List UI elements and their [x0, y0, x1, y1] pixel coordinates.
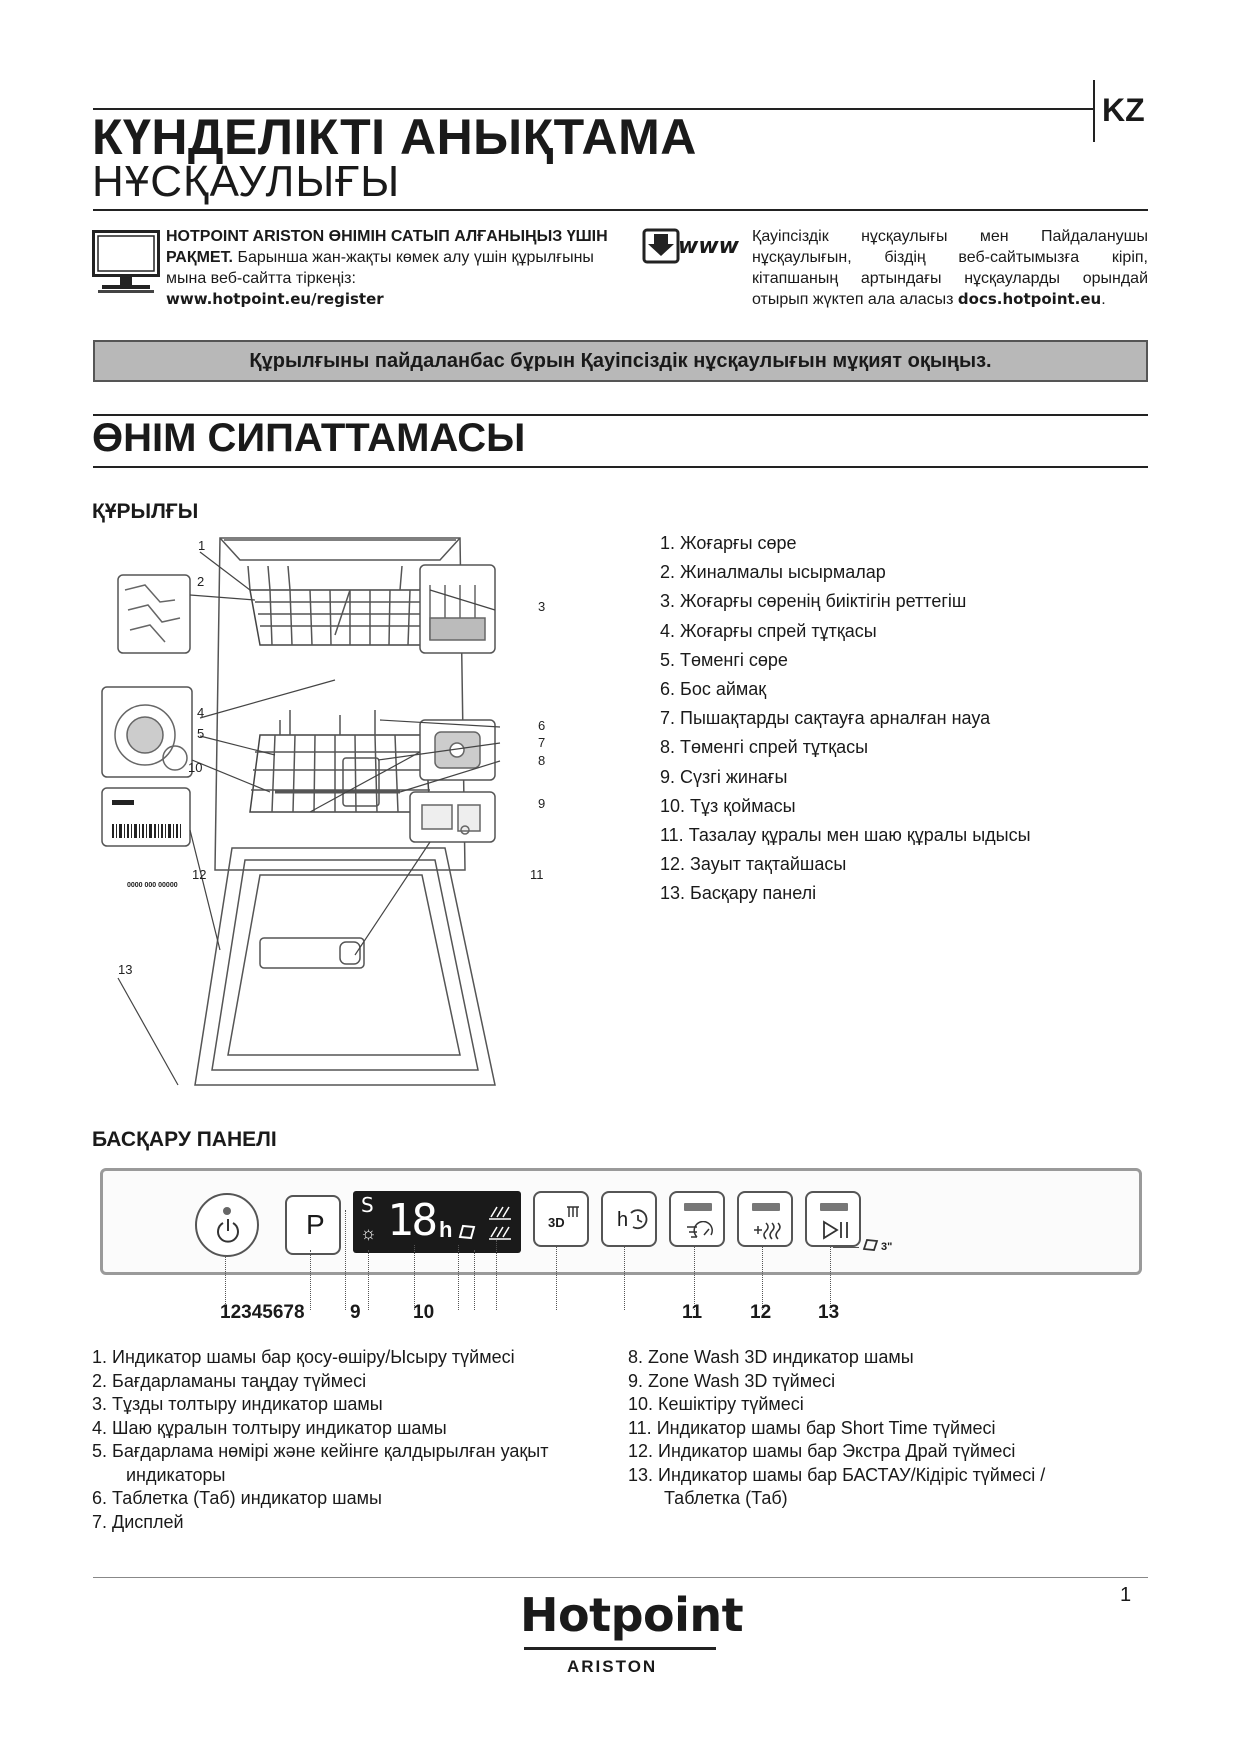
- power-led: [223, 1207, 231, 1215]
- list-item: 1. Жоғарғы сөре: [660, 533, 797, 553]
- callout-10: 10: [188, 760, 203, 775]
- short-time-icon: [683, 1221, 715, 1241]
- section-title: ӨНІМ СИПАТТАМАСЫ: [92, 416, 526, 460]
- start-pause-button[interactable]: [805, 1191, 861, 1247]
- monitor-icon: [92, 230, 160, 296]
- tick-10: [624, 1245, 625, 1310]
- power-button[interactable]: [195, 1193, 259, 1257]
- list-item: 6. Таблетка (Таб) индикатор шамы: [92, 1488, 382, 1508]
- panel-number-group: 12345678: [220, 1302, 305, 1323]
- extra-dry-button[interactable]: [737, 1191, 793, 1247]
- list-item: 12. Индикатор шамы бар Экстра Драй түймесі: [628, 1441, 1016, 1461]
- register-text: [166, 226, 626, 310]
- rating-plate-code: 0000 000 00000: [127, 882, 178, 889]
- list-item: 10. Кешіктіру түймесі: [628, 1394, 804, 1414]
- program-button[interactable]: [285, 1195, 341, 1255]
- panel-number-13: 13: [818, 1302, 840, 1323]
- footer-rule: [93, 1577, 1148, 1578]
- list-item: 11. Индикатор шамы бар Short Time түймесі: [628, 1417, 996, 1438]
- play-pause-icon: [821, 1219, 851, 1241]
- callout-9: 9: [538, 796, 546, 811]
- brand-underline: [524, 1647, 716, 1650]
- docs-text: [752, 226, 1148, 310]
- tick-11: [694, 1245, 695, 1310]
- callout-12: 12: [192, 867, 207, 882]
- section-rule-bottom: [93, 466, 1148, 468]
- page-subtitle: НҰСҚАУЛЫҒЫ: [92, 157, 401, 206]
- callout-4: 4: [197, 705, 205, 720]
- tablet-hold-hint: 3": [881, 1241, 893, 1253]
- list-item: 12. Зауыт тақтайшасы: [660, 854, 847, 875]
- control-panel-heading: БАСҚАРУ ПАНЕЛІ: [92, 1128, 277, 1151]
- list-item: 10. Тұз қоймасы: [660, 795, 796, 816]
- tick-2: [310, 1250, 311, 1310]
- tick-5: [414, 1245, 415, 1310]
- safety-warning-banner: Құрылғыны пайдаланбас бұрын Қауіпсіздік нұсқаулығын мұқият оқыңыз.: [93, 340, 1148, 382]
- list-item: 5. Төменгі сөре: [660, 649, 788, 670]
- rinse-aid-indicator-icon: ☼: [360, 1223, 377, 1243]
- list-item: 8. Zone Wash 3D индикатор шамы: [628, 1347, 914, 1367]
- list-item: 7. Пышақтарды сақтауға арналған науа: [660, 708, 991, 729]
- list-item: 7. Дисплей: [92, 1511, 184, 1532]
- rating-plate-label: Service:: [127, 874, 159, 883]
- register-help-text: Барынша жан-жақты көмек алу үшін құрылғыны мына веб-сайтта тіркеңіз:: [166, 249, 594, 287]
- tick-4: [368, 1250, 369, 1310]
- callout-7: 7: [538, 735, 546, 750]
- short-time-led: [684, 1203, 712, 1211]
- list-item: 3. Тұзды толтыру индикатор шамы: [92, 1394, 383, 1414]
- rating-plate-strip: [112, 800, 134, 805]
- download-icon: [642, 228, 739, 268]
- control-panel: [100, 1168, 1142, 1275]
- callout-2: 2: [197, 574, 205, 589]
- tick-13: [830, 1245, 831, 1310]
- extra-dry-led: [752, 1203, 780, 1211]
- download-arrow-icon: [642, 228, 682, 266]
- dishwasher-illustration: [100, 530, 620, 1110]
- list-item: 2. Бағдарламаны таңдау түймесі: [92, 1370, 367, 1391]
- program-digits: 18: [387, 1195, 436, 1246]
- list-item: 3. Жоғарғы сөренің биіктігін реттегіш: [660, 591, 967, 612]
- device-parts-list: [660, 529, 1031, 908]
- tick-9: [556, 1245, 557, 1310]
- list-item: 2. Жиналмалы ысырмалар: [660, 562, 886, 583]
- thanks-text: HOTPOINT ARISTON ӨНІМІН САТЫП АЛҒАНЫҢЫЗ ҮШІН РАҚМЕТ.: [166, 228, 608, 266]
- language-code: KZ: [1102, 92, 1145, 128]
- control-panel-list-right: [628, 1346, 1108, 1511]
- list-item: 13. Басқару панелі: [660, 883, 817, 904]
- list-item: 13. Индикатор шамы бар БАСТАУ/Кідіріс түймесі / Таблетка (Таб): [628, 1464, 1046, 1508]
- tablet-hold-icon: [861, 1237, 881, 1253]
- extra-dry-icon: [751, 1219, 783, 1241]
- tick-6: [458, 1245, 459, 1310]
- list-item: 9. Сүзгі жинағы: [660, 766, 788, 787]
- panel-number-12: 12: [750, 1302, 772, 1323]
- www-label: www: [678, 234, 739, 259]
- salt-indicator: S: [361, 1193, 374, 1217]
- list-item: 11. Тазалау құралы мен шаю құралы ыдысы: [660, 824, 1031, 845]
- list-item: 4. Шаю құралын толтыру индикатор шамы: [92, 1417, 447, 1438]
- tablet-indicator-icon: [457, 1223, 477, 1241]
- docs-help-text: Қауіпсіздік нұсқаулығы мен Пайдаланушы нұсқаулығын, біздің веб-сайтымызға кіріп, кітапшаның артындағы нұсқауларды орындай отырып жүктеп ала аласыз: [752, 228, 1148, 308]
- power-icon: [215, 1217, 241, 1245]
- brand-logo: Hotpoint: [520, 1588, 744, 1642]
- page-title: КҮНДЕЛІКТІ АНЫҚТАМА: [92, 109, 697, 165]
- list-item: 9. Zone Wash 3D түймесі: [628, 1370, 836, 1391]
- callout-5: 5: [197, 726, 205, 741]
- register-url[interactable]: www.hotpoint.eu/register: [166, 290, 384, 308]
- start-pause-led: [820, 1203, 848, 1211]
- zone-wash-3d-button[interactable]: [533, 1191, 589, 1247]
- docs-url[interactable]: docs.hotpoint.eu: [957, 290, 1102, 308]
- docs-period: .: [1101, 291, 1106, 308]
- panel-number-9: 9: [350, 1302, 361, 1323]
- zone-wash-icon: [565, 1203, 581, 1221]
- callout-11: 11: [530, 867, 544, 882]
- tick-8: [496, 1240, 497, 1310]
- panel-number-10: 10: [413, 1302, 435, 1323]
- short-time-button[interactable]: [669, 1191, 725, 1247]
- list-item: 5. Бағдарлама нөмірі және кейінге қалдырылған уақыт индикаторы: [92, 1441, 549, 1485]
- delay-clock-icon: [627, 1207, 649, 1231]
- callout-6: 6: [538, 718, 546, 733]
- tick-12: [762, 1245, 763, 1310]
- list-item: 6. Бос аймақ: [660, 678, 767, 699]
- hours-indicator: h: [439, 1217, 453, 1242]
- callout-3: 3: [538, 599, 546, 614]
- list-item: 4. Жоғарғы спрей тұтқасы: [660, 620, 877, 641]
- list-item: 8. Төменгі спрей тұтқасы: [660, 737, 869, 758]
- page-number: 1: [1120, 1584, 1132, 1606]
- callout-13: 13: [118, 962, 133, 977]
- start-pause-hint-line: [833, 1247, 859, 1248]
- tick-7: [474, 1250, 475, 1310]
- zone-wash-indicator-icon: [487, 1201, 513, 1245]
- panel-number-11: 11: [682, 1302, 703, 1323]
- callout-8: 8: [538, 753, 546, 768]
- control-panel-list-left: [92, 1346, 612, 1534]
- program-label: P: [306, 1209, 325, 1240]
- delay-button[interactable]: [601, 1191, 657, 1247]
- callout-1: 1: [198, 538, 206, 553]
- tick-3: [345, 1210, 346, 1310]
- device-heading: ҚҰРЫЛҒЫ: [92, 500, 199, 523]
- title-rule: [93, 209, 1148, 211]
- delay-label: h: [617, 1209, 629, 1231]
- sub-brand-logo: ARISTON: [567, 1657, 658, 1676]
- zone-wash-label: 3D: [548, 1215, 565, 1230]
- list-item: 1. Индикатор шамы бар қосу-өшіру/Ысыру түймесі: [92, 1347, 515, 1367]
- lang-divider: [1093, 80, 1095, 142]
